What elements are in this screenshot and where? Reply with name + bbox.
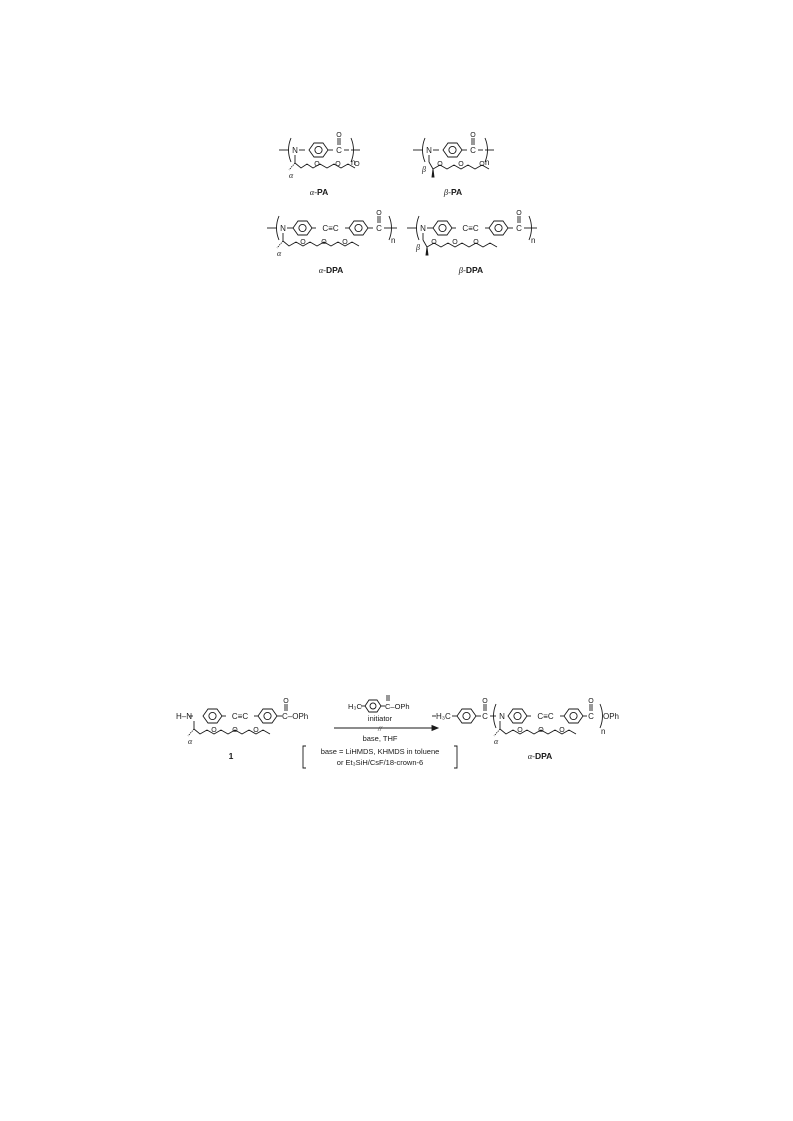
compound-number-label: 1 [228, 751, 234, 761]
product-methyl-end: H₃C [436, 712, 451, 721]
alpha-position-label: α [188, 737, 193, 746]
alkyne-linker: C≡C [462, 224, 479, 233]
phenyl-ester: C–OPh [282, 712, 309, 721]
nitrogen-atom: N [420, 224, 426, 233]
beta-pa-label: β-PA [443, 187, 463, 197]
base-options-line1: base = LiHMDS, KHMDS in toluene [320, 747, 440, 756]
ether-oxygen: O [517, 727, 523, 734]
nitrogen-atom: N [499, 712, 505, 721]
carbonyl-carbon: C [376, 224, 382, 233]
ether-oxygen: O [437, 161, 443, 168]
alpha-dpa-label: α-DPA [318, 265, 344, 275]
repeat-unit-subscript: n [601, 727, 606, 736]
alkyne-linker: C≡C [537, 712, 554, 721]
alkyne-linker: C≡C [322, 224, 339, 233]
beta-dpa-text [415, 210, 535, 252]
ether-oxygen: O [314, 161, 320, 168]
beta-position-label: β [416, 243, 420, 252]
beta-pa-text [421, 132, 489, 174]
repeat-unit-subscript: n [531, 236, 536, 245]
alpha-pa-text [289, 132, 360, 180]
base-options-line2: or Et₃SiH/CsF/18-crown-6 [336, 758, 424, 767]
ether-oxygen: O [473, 239, 479, 246]
carbonyl-carbon: C [470, 146, 476, 155]
reaction-arrow [334, 726, 438, 731]
oxygen-atom: O [482, 698, 488, 705]
ether-oxygen: O [479, 161, 485, 168]
carbonyl-carbon: C [516, 224, 522, 233]
ether-oxygen: O [211, 727, 217, 734]
oxygen-atom: O [283, 698, 289, 705]
ether-oxygen: O [458, 161, 464, 168]
beta-dpa-structure [407, 216, 537, 255]
initiator-ester: C–OPh [385, 702, 410, 711]
ether-oxygen: O [232, 727, 238, 734]
nitrogen-atom: N [280, 224, 286, 233]
carbonyl-carbon: C [336, 146, 342, 155]
amine-nh: H–N [176, 712, 193, 721]
oxygen-atom: O [516, 210, 522, 217]
ether-oxygen: O [452, 239, 458, 246]
ether-oxygen: O [354, 161, 360, 168]
alpha-position-label: α [277, 249, 282, 258]
oxygen-atom: O [588, 698, 594, 705]
ether-oxygen: O [335, 161, 341, 168]
repeat-unit-subscript: n [485, 158, 490, 167]
alpha-pa-label: α-PA [309, 187, 329, 197]
nitrogen-atom: N [426, 146, 432, 155]
alpha-position-label: α [494, 737, 499, 746]
polymer-structures-figure [265, 128, 545, 278]
no-reaction-slash: // [378, 725, 382, 733]
repeat-unit-subscript: n [391, 236, 396, 245]
carbonyl-carbon: C [588, 712, 594, 721]
carbonyl-carbon: C [482, 712, 488, 721]
ether-oxygen: O [431, 239, 437, 246]
ether-oxygen: O [559, 727, 565, 734]
beta-dpa-label: β-DPA [458, 265, 484, 275]
product-label: α-DPA [527, 751, 553, 761]
ether-oxygen: O [538, 727, 544, 734]
initiator-label: initiator [367, 714, 393, 723]
ether-oxygen: O [321, 239, 327, 246]
oxygen-atom: O [470, 132, 476, 139]
repeat-unit-subscript: n [351, 158, 356, 167]
alkyne-linker: C≡C [231, 712, 249, 721]
initiator-methyl: H₃C [348, 702, 362, 711]
ether-oxygen: O [300, 239, 306, 246]
beta-position-label: β [422, 165, 426, 174]
oxygen-atom: O [376, 210, 382, 217]
monomer-1-text [176, 698, 308, 746]
ether-oxygen: O [253, 727, 259, 734]
product-phenoxy-end: OPh [603, 712, 620, 721]
oxygen-atom: O [336, 132, 342, 139]
ether-oxygen: O [342, 239, 348, 246]
synthesis-scheme [170, 694, 620, 779]
nitrogen-atom: N [292, 146, 298, 155]
reaction-conditions: base, THF [362, 734, 398, 743]
alpha-position-label: α [289, 171, 294, 180]
